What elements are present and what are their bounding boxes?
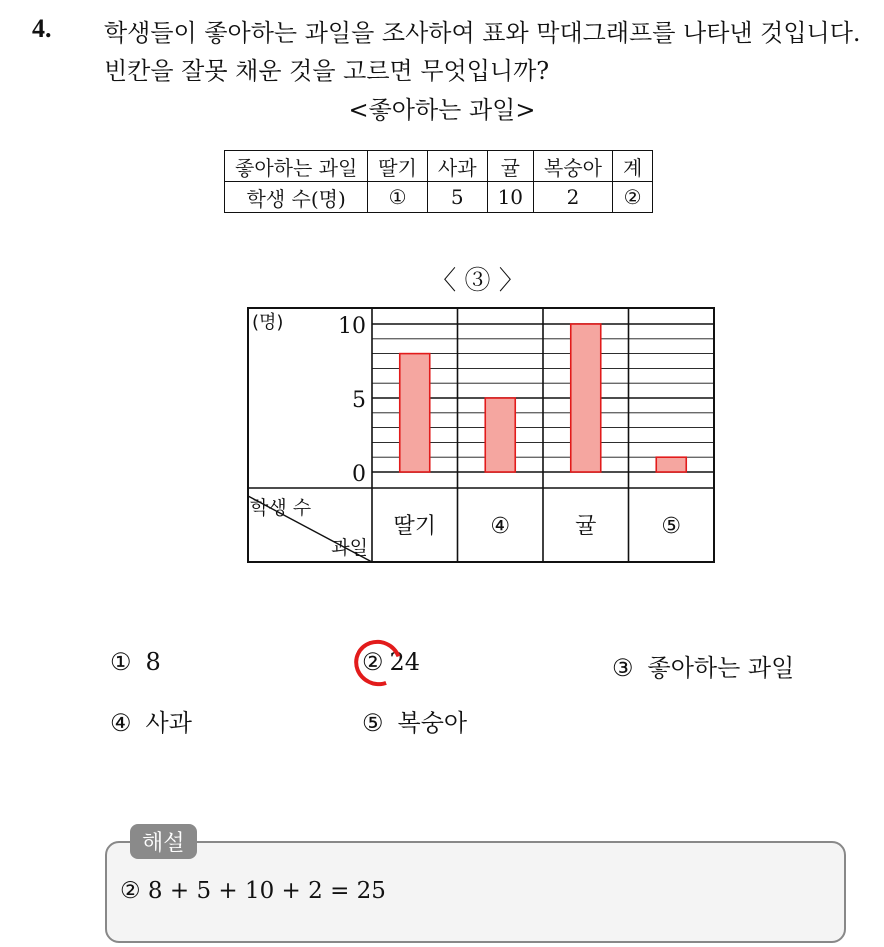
chart-frame	[248, 308, 714, 562]
bar-chart	[240, 300, 720, 570]
table-cell: 딸기	[368, 151, 428, 182]
choice-5[interactable]	[362, 703, 467, 738]
table-cell: 5	[427, 182, 487, 213]
table-cell: ①	[368, 182, 428, 213]
choice-number: ⑤	[362, 709, 384, 737]
explanation-label: 해설	[130, 824, 197, 859]
choice-3[interactable]	[612, 648, 794, 683]
corner-bottom-label: 과일	[331, 537, 368, 559]
question-number: 4.	[32, 14, 52, 43]
fruit-table	[224, 150, 653, 213]
answer-mark	[347, 632, 410, 694]
question-text: 학생들이 좋아하는 과일을 조사하여 표와 막대그래프를 나타낸 것입니다. 빈칸을 잘못 채운 것을 고르면 무엇입니까?	[104, 19, 861, 85]
bar	[485, 398, 515, 472]
category-label: 딸기	[393, 514, 437, 539]
choice-text: 24	[389, 648, 421, 676]
y-unit-label: (명)	[252, 312, 284, 333]
choice-text: 사과	[145, 709, 192, 737]
bar	[656, 457, 686, 472]
bar	[400, 354, 430, 472]
choice-4[interactable]	[110, 703, 192, 738]
explanation-text: ② 8 + 5 + 10 + 2 = 25	[120, 878, 386, 904]
category-label: ⑤	[661, 514, 682, 539]
corner-top-label: 학생 수	[250, 497, 312, 519]
table-cell: 10	[487, 182, 533, 213]
table-cell: 2	[534, 182, 613, 213]
choice-number: ①	[110, 648, 132, 676]
table-cell: 복숭아	[534, 151, 613, 182]
table-cell: 학생 수(명)	[225, 182, 368, 213]
table-cell: ②	[612, 182, 652, 213]
table-cell: 귤	[487, 151, 533, 182]
choice-text: 8	[145, 648, 161, 676]
choice-text: 복숭아	[397, 709, 468, 737]
y-tick-label: 10	[338, 314, 366, 339]
choice-number: ④	[110, 709, 132, 737]
table-cell: 좋아하는 과일	[225, 151, 368, 182]
bar	[571, 324, 601, 472]
choice-number: ③	[612, 654, 634, 682]
chart-title: 〈 ③ 〉	[430, 266, 525, 296]
y-tick-label: 0	[352, 462, 366, 487]
choice-text: 좋아하는 과일	[647, 654, 795, 682]
table-header-row	[225, 151, 653, 182]
choice-number: ②	[362, 648, 384, 676]
table-caption: <좋아하는 과일>	[348, 96, 536, 124]
category-label: 귤	[575, 514, 597, 539]
table-cell: 사과	[427, 151, 487, 182]
choice-1[interactable]	[110, 648, 161, 676]
y-tick-label: 5	[352, 388, 366, 413]
category-label: ④	[490, 514, 511, 539]
table-cell: 계	[612, 151, 652, 182]
table-row	[225, 182, 653, 213]
